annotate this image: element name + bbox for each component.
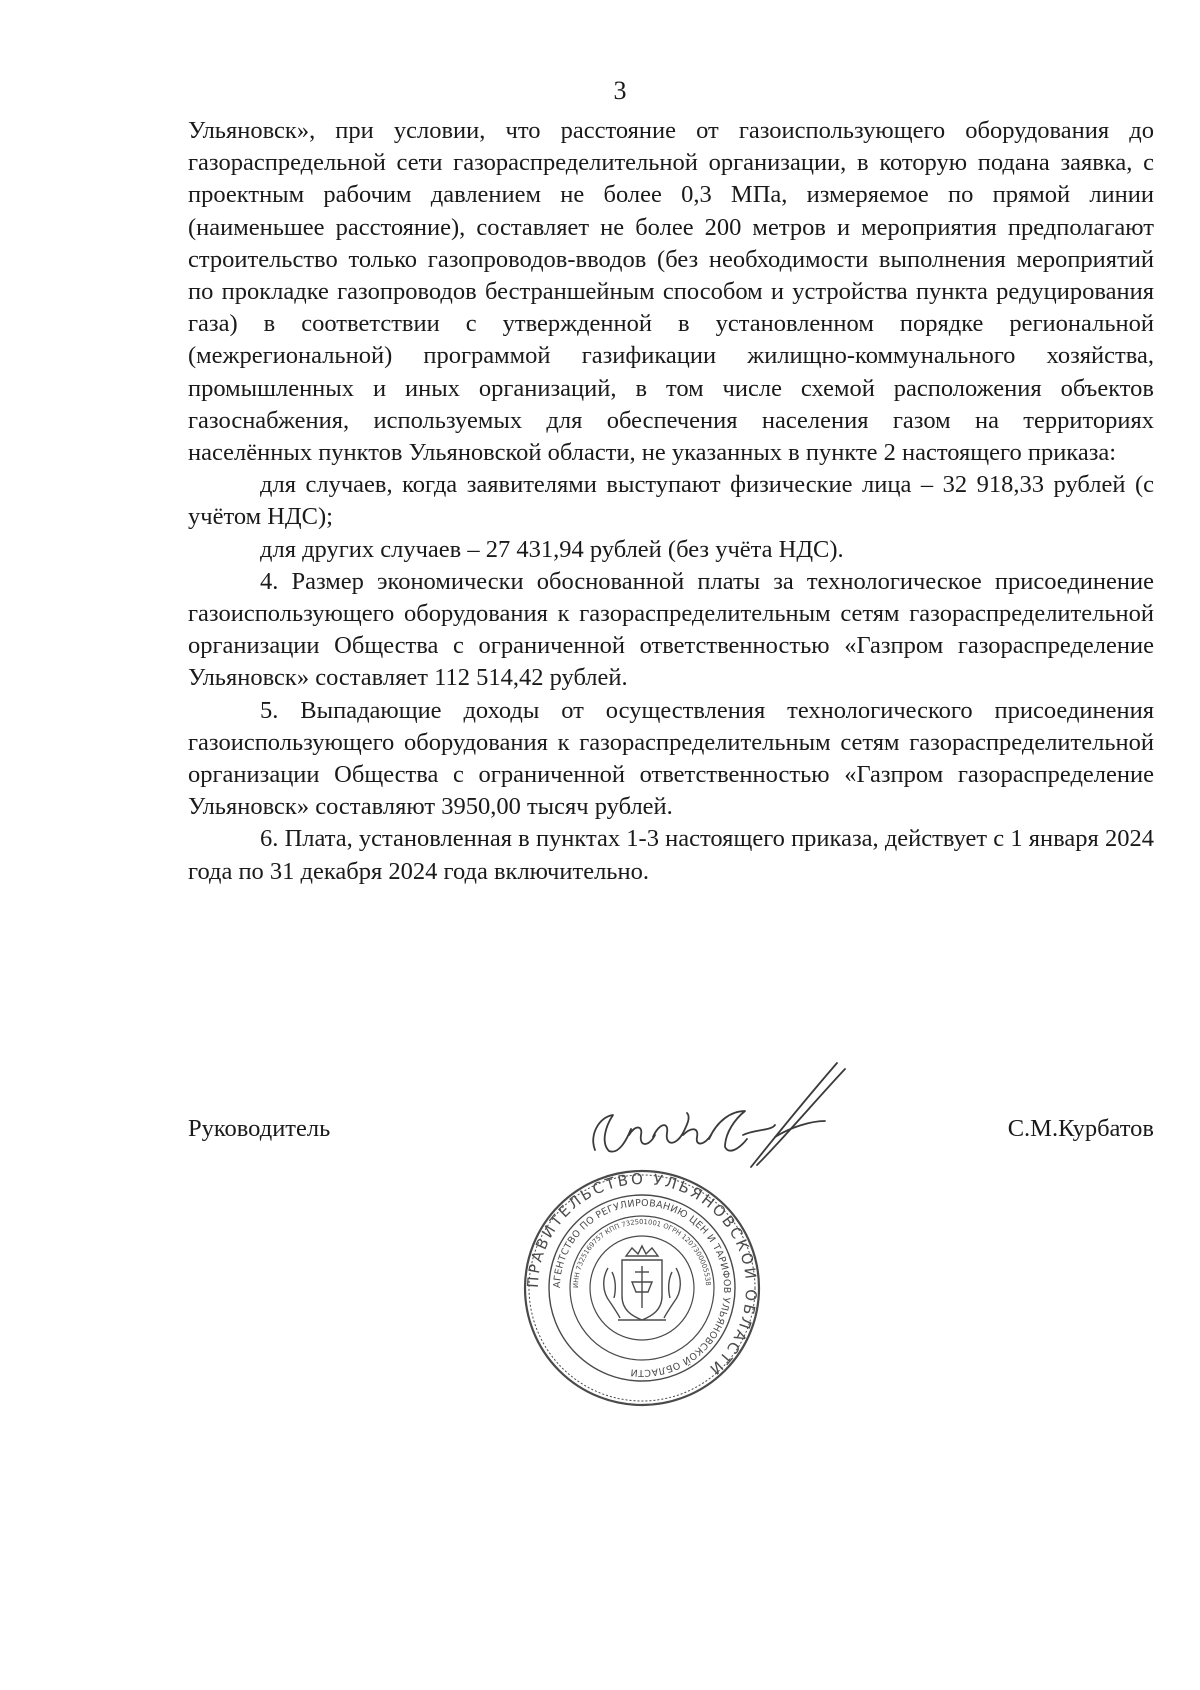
paragraph-2: для случаев, когда заявителями выступают физические лица – 32 918,33 рублей (с учётом НДС);: [188, 471, 1154, 531]
signer-name: С.М.Курбатов: [1007, 1115, 1154, 1142]
document-body: [188, 115, 1154, 888]
seal-inner-text: АГЕНТСТВО ПО РЕГУЛИРОВАНИЮ ЦЕН И ТАРИФОВ УЛЬЯНОВСКОЙ ОБЛАСТИ: [551, 1197, 733, 1379]
seal-outer-text: ПРАВИТЕЛЬСТВО УЛЬЯНОВСКОЙ ОБЛАСТИ: [523, 1169, 761, 1380]
paragraph-1: Ульяновск», при условии, что расстояние от газоиспользующего оборудования до газораспредельной сети газораспределительной организации, в которую подана заявка, с проектным рабочим давлением не более 0,3 МПа, измеряемое по прямой линии (наименьшее расстояние), составляет не более 200 метров и мероприятия предполагают строительство только газопроводов-вводов (без необходимости выполнения мероприятий по прокладке газопроводов бестраншейным способом и устройства пункта редуцирования газа) в соответствии с утвержденной в установленном порядке региональной (межрегиональной) программой газификации жилищно-коммунального хозяйства, промышленных и иных организаций, в том числе схемой расположения объектов газоснабжения, используемых для обеспечения населения газом на территориях населённых пунктов Ульяновской области, не указанных в пункте 2 настоящего приказа:: [188, 117, 1154, 467]
coat-of-arms-icon: [604, 1246, 681, 1320]
paragraph-4: 4. Размер экономически обоснованной платы за технологическое присоединение газоиспользующего оборудования к газораспределительным сетям газораспределительной организации Общества с ограниченной ответственностью «Газпром газораспределение Ульяновск» составляет 112 514,42 рублей.: [188, 567, 1154, 692]
paragraph-5: 5. Выпадающие доходы от осуществления технологического присоединения газоиспользующего оборудования к газораспределительным сетям газораспределительной организации Общества с ограниченной ответственностью «Газпром газораспределение Ульяновск» составляют 3950,00 тысяч рублей.: [188, 696, 1154, 821]
signer-role: Руководитель: [188, 1115, 331, 1142]
seal-codes-text: ИНН 7325169757 КПП 732501001 ОГРН 1207300005538: [571, 1217, 712, 1289]
paragraph-6: 6. Плата, установленная в пунктах 1-3 настоящего приказа, действует с 1 января 2024 года по 31 декабря 2024 года включительно.: [188, 825, 1154, 885]
page-number: 3: [613, 76, 627, 105]
paragraph-3: для других случаев – 27 431,94 рублей (без учёта НДС).: [260, 535, 844, 563]
official-seal: [522, 1168, 762, 1408]
